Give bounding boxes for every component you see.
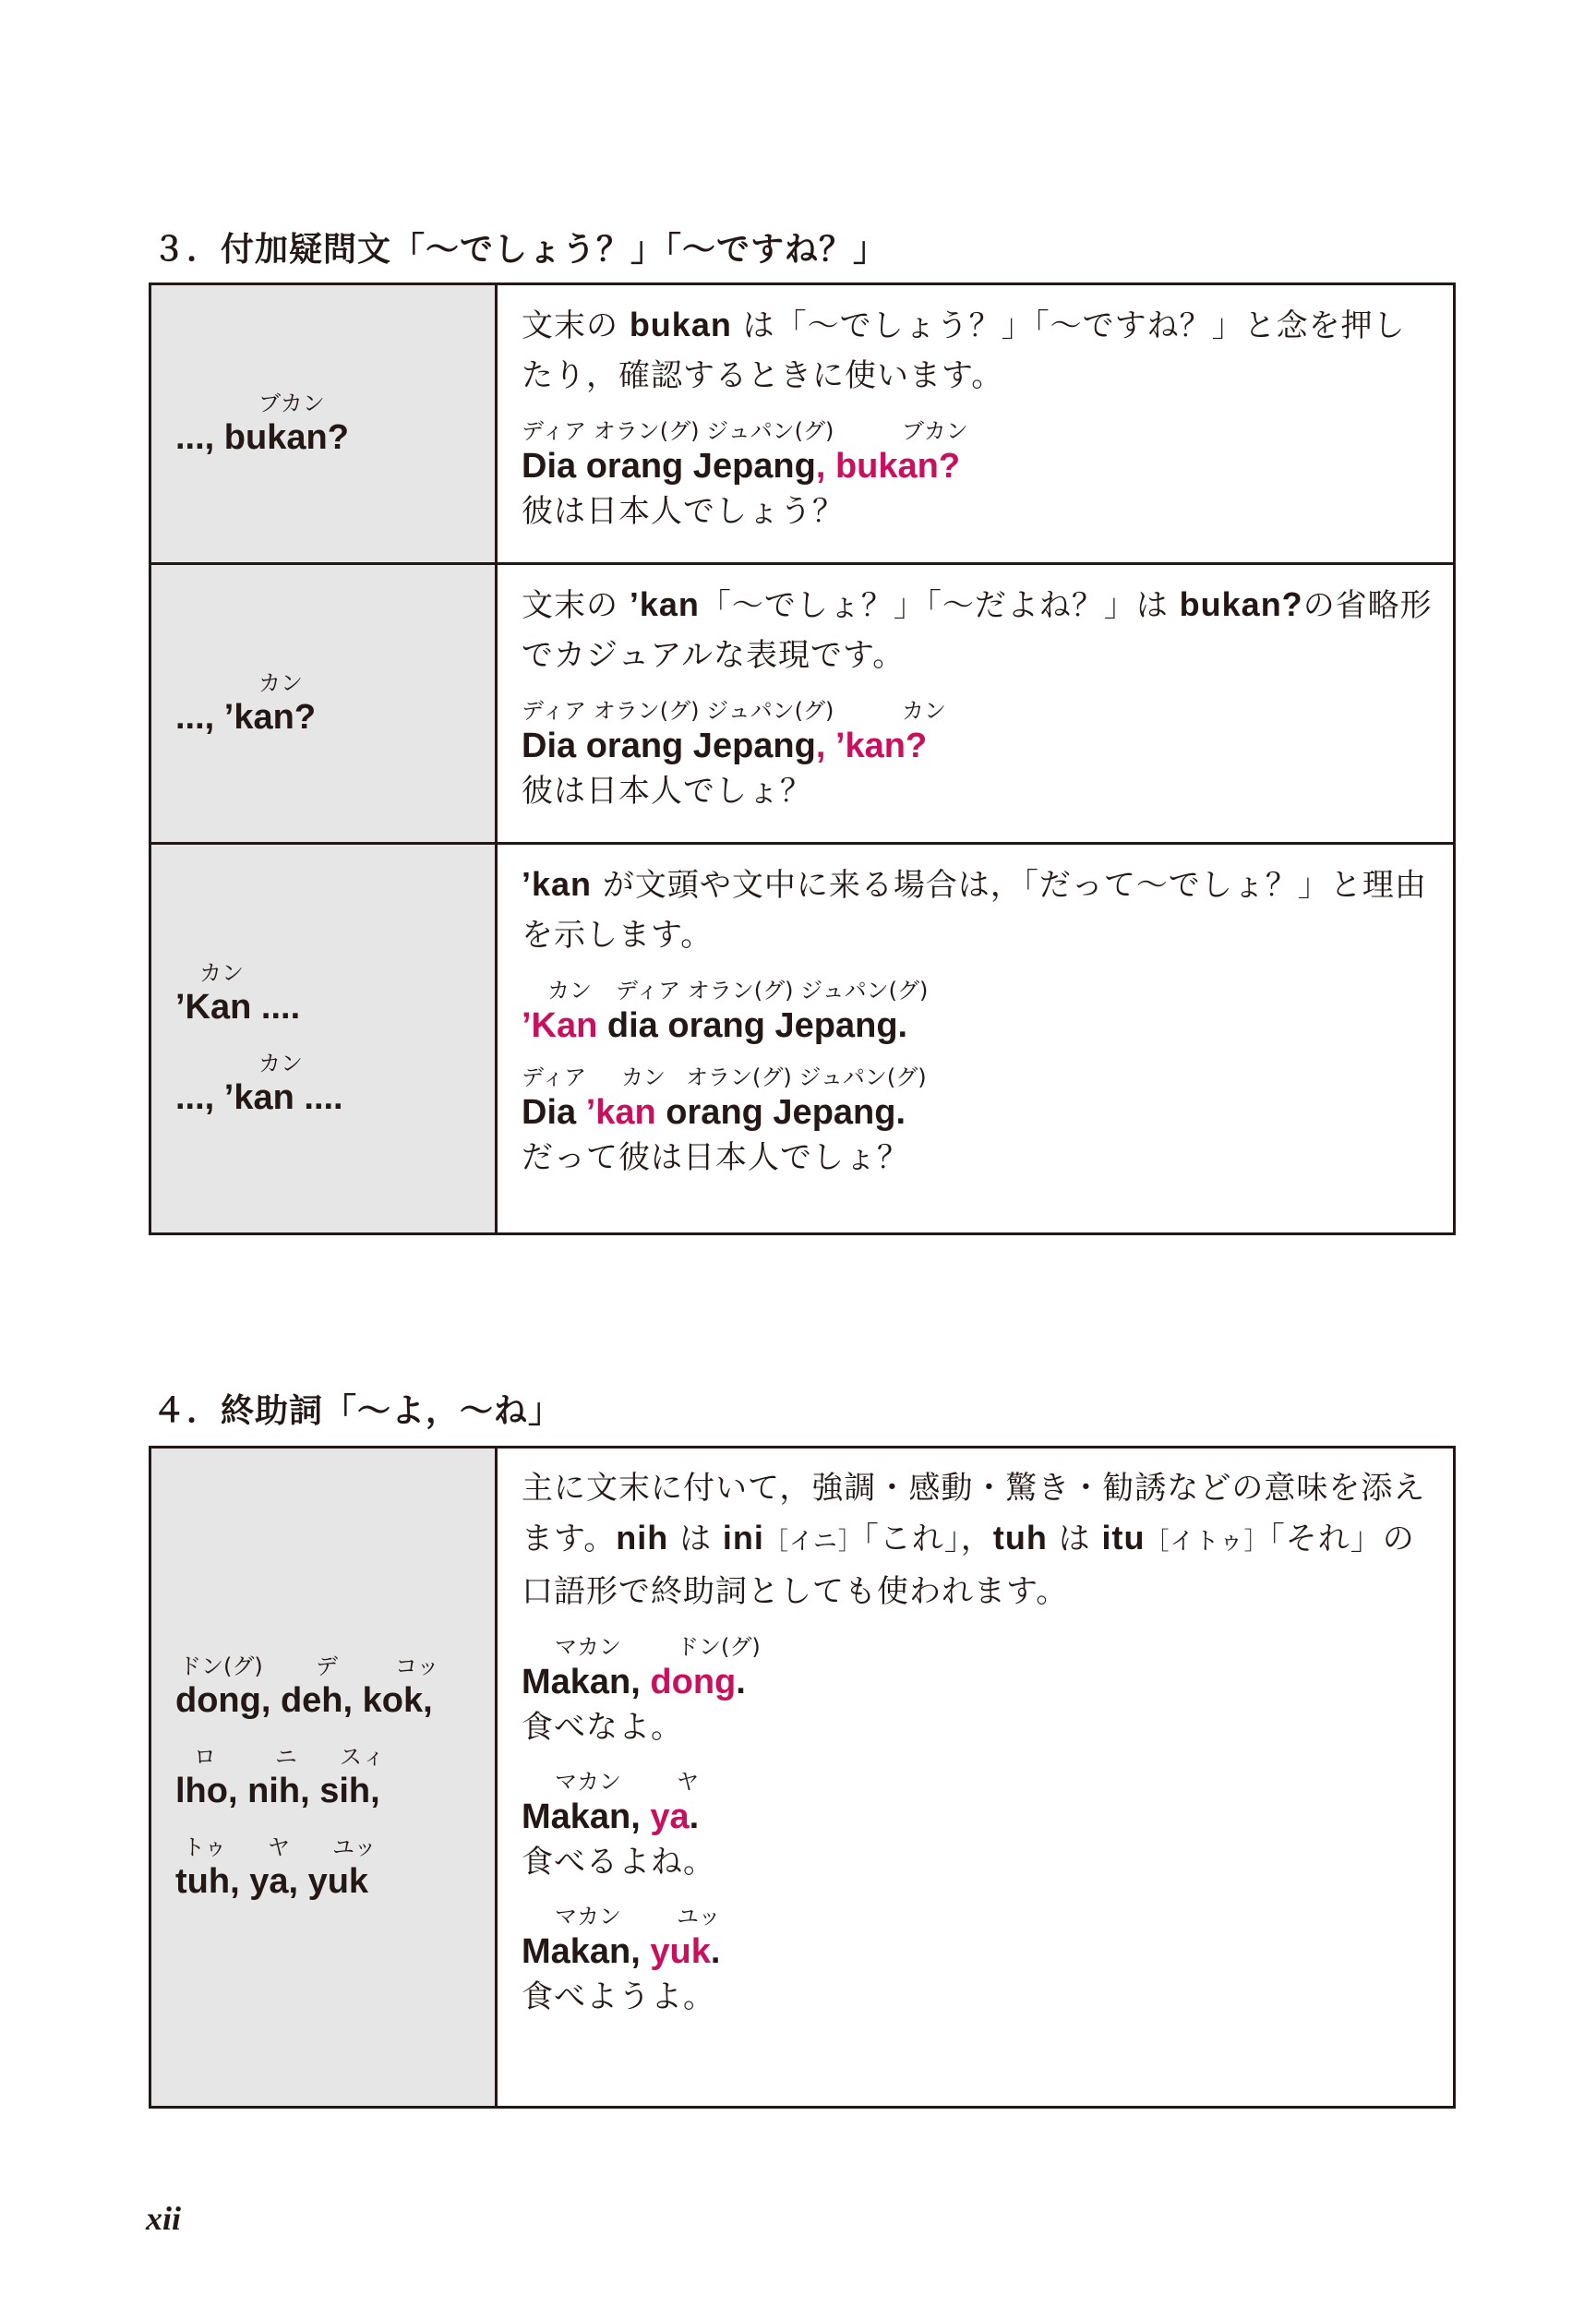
example-furigana: マカン ユッ xyxy=(555,1904,721,1929)
term-furigana: トゥ ヤ ユッ xyxy=(183,1834,377,1860)
example-sentence: ’Kan dia orang Jepang. xyxy=(522,1006,908,1045)
example-furigana: ディア カン オラン(グ) ジュパン(グ) xyxy=(522,1064,927,1090)
example-sentence: Dia orang Jepang, ’kan? xyxy=(522,727,928,765)
section-4-table xyxy=(149,1446,1456,2109)
term-label: ..., ’kan? xyxy=(175,698,317,737)
explanation-cell xyxy=(497,1448,1455,2108)
example-furigana: ディア オラン(グ) ジュパン(グ) カン xyxy=(522,698,946,724)
example-furigana: ディア オラン(グ) ジュパン(グ) ブカン xyxy=(522,418,968,444)
term-furigana: ブカン xyxy=(258,391,325,416)
example-translation: 彼は日本人でしょ？ xyxy=(522,773,812,810)
term-label: lho, nih, sih, xyxy=(175,1772,380,1810)
term-label: ’Kan .... xyxy=(175,988,301,1027)
example-furigana: カン ディア オラン(グ) ジュパン(グ) xyxy=(547,978,929,1004)
term-cell xyxy=(150,284,497,564)
term-label: tuh, ya, yuk xyxy=(175,1862,369,1901)
section-3-heading: ３．付加疑問文「～でしょう？」「～ですね？」 xyxy=(152,231,888,269)
example-furigana: マカン ヤ xyxy=(555,1769,699,1795)
example-sentence: Makan, ya. xyxy=(522,1797,700,1836)
term-furigana: カン xyxy=(258,670,303,696)
term-label: dong, deh, kok, xyxy=(175,1681,433,1720)
example-translation: 食べなよ。 xyxy=(522,1709,683,1746)
example-translation: だって彼は日本人でしょ？ xyxy=(522,1139,909,1176)
term-cell xyxy=(150,1448,497,2108)
explanation-text: ’kan が文頭や文中に来る場合は，「だって～でしょ？」と理由を示します。 xyxy=(522,865,1427,954)
table-row xyxy=(150,844,1455,1234)
table-row xyxy=(150,284,1455,564)
term-label: ..., bukan? xyxy=(175,418,349,457)
section-4-heading: ４．終助詞「～よ，～ね」 xyxy=(152,1392,563,1430)
explanation-text: 文末の ’kan「～でしょ？」「～だよね？」は bukan?の省略形でカジュアルな表現です。 xyxy=(522,585,1433,674)
section-3-table xyxy=(149,282,1456,1235)
explanation-cell xyxy=(497,564,1455,844)
example-sentence: Makan, dong. xyxy=(522,1663,746,1701)
term-furigana: ドン(グ) デ コッ xyxy=(179,1653,439,1679)
example-sentence: Dia orang Jepang, bukan? xyxy=(522,447,961,486)
explanation-text: 文末の bukan は「～でしょう？」「～ですね？」と念を押したり，確認するときに使います。 xyxy=(522,306,1406,394)
page-number: xii xyxy=(146,2200,182,2237)
table-row xyxy=(150,564,1455,844)
example-translation: 食べるよね。 xyxy=(522,1844,715,1881)
explanation-cell xyxy=(497,284,1455,564)
term-label: ..., ’kan .... xyxy=(175,1078,343,1117)
term-furigana: ロ ニ スィ xyxy=(194,1744,385,1770)
term-furigana: カン xyxy=(199,960,244,986)
term-cell xyxy=(150,844,497,1234)
example-sentence: Makan, yuk. xyxy=(522,1932,721,1971)
term-cell xyxy=(150,564,497,844)
term-furigana: カン xyxy=(258,1051,303,1076)
table-row xyxy=(150,1448,1455,2108)
example-furigana: マカン ドン(グ) xyxy=(555,1634,761,1660)
example-sentence: Dia ’kan orang Jepang. xyxy=(522,1093,906,1132)
explanation-text: 主に文末に付いて，強調・感動・驚き・勧誘などの意味を添えます。nih は ini［イニ］「これ」，tuh は itu［イトゥ］「それ」の口語形で終助詞としても使われます。 xyxy=(522,1470,1426,1610)
example-translation: 彼は日本人でしょう？ xyxy=(522,493,845,530)
explanation-cell xyxy=(497,844,1455,1234)
example-translation: 食べようよ。 xyxy=(522,1978,715,2015)
